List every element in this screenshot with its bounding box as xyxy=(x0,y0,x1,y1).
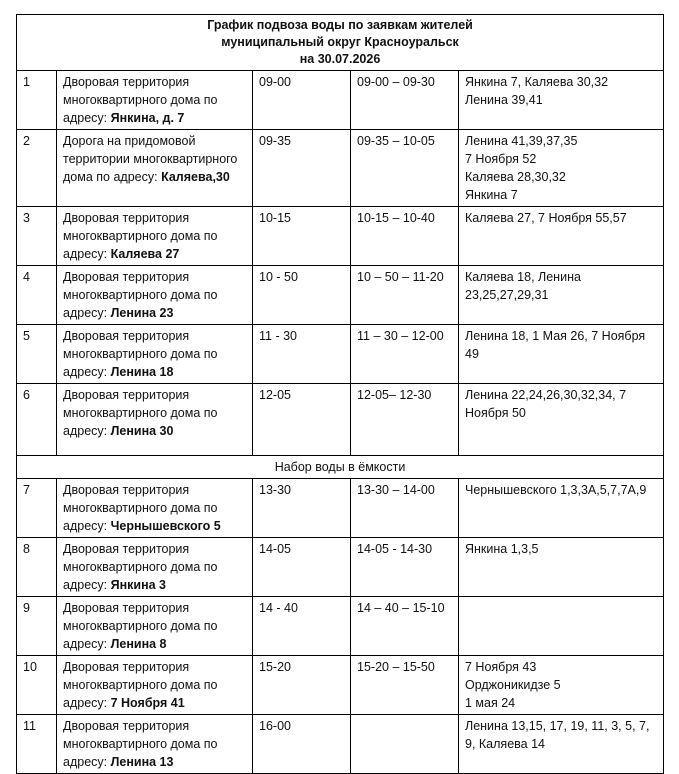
location-address: Каляева 27 xyxy=(110,247,180,261)
location-description: Дворовая территория многоквартирного дома по адресу: xyxy=(63,542,218,592)
time-interval: 10-15 – 10-40 xyxy=(351,207,459,266)
location-address: Каляева,30 xyxy=(161,170,230,184)
location-cell xyxy=(57,538,253,597)
house-list-line: Каляева 28,30,32 xyxy=(465,170,566,184)
served-houses xyxy=(459,597,664,656)
schedule-row xyxy=(17,479,664,538)
house-list-line: Ленина 22,24,26,30,32,34, 7 Ноября 50 xyxy=(465,388,627,420)
location-address: Ленина 23 xyxy=(110,306,174,320)
schedule-row xyxy=(17,266,664,325)
arrival-time: 15-20 xyxy=(253,656,351,715)
arrival-time: 16-00 xyxy=(253,715,351,774)
schedule-row xyxy=(17,597,664,656)
row-number: 7 xyxy=(17,479,57,538)
house-list-line: Каляева 18, Ленина 23,25,27,29,31 xyxy=(465,270,581,302)
served-houses xyxy=(459,325,664,384)
location-description: Дворовая территория многоквартирного дома по адресу: xyxy=(63,211,218,261)
served-houses xyxy=(459,656,664,715)
location-description: Дворовая территория многоквартирного дома по адресу: xyxy=(63,270,218,320)
schedule-title xyxy=(17,15,664,71)
arrival-time: 09-35 xyxy=(253,130,351,207)
time-interval: 12-05– 12-30 xyxy=(351,384,459,456)
served-houses xyxy=(459,479,664,538)
location-cell xyxy=(57,384,253,456)
time-interval xyxy=(351,715,459,774)
location-address: 7 Ноября 41 xyxy=(110,696,185,710)
row-number: 6 xyxy=(17,384,57,456)
house-list-line: Янкина 7, Каляева 30,32 xyxy=(465,75,609,89)
location-description: Дворовая территория многоквартирного дома по адресу: xyxy=(63,601,218,651)
location-description: Дворовая территория многоквартирного дома по адресу: xyxy=(63,483,218,533)
location-cell xyxy=(57,325,253,384)
house-list-line: Ленина 18, 1 Мая 26, 7 Ноября 49 xyxy=(465,329,646,361)
schedule-row xyxy=(17,130,664,207)
water-schedule-table xyxy=(16,14,664,774)
served-houses xyxy=(459,207,664,266)
time-interval: 14-05 - 14-30 xyxy=(351,538,459,597)
location-address: Ленина 18 xyxy=(110,365,174,379)
location-description: Дворовая территория многоквартирного дома по адресу: xyxy=(63,329,218,379)
arrival-time: 09-00 xyxy=(253,71,351,130)
schedule-row xyxy=(17,656,664,715)
house-list-line: Ленина 39,41 xyxy=(465,93,543,107)
row-number: 5 xyxy=(17,325,57,384)
location-cell xyxy=(57,715,253,774)
section-row xyxy=(17,456,664,479)
row-number: 1 xyxy=(17,71,57,130)
location-cell xyxy=(57,656,253,715)
arrival-time: 10 - 50 xyxy=(253,266,351,325)
title-line-2: муниципальный округ Красноуральск xyxy=(221,35,459,49)
location-cell xyxy=(57,266,253,325)
schedule-row xyxy=(17,384,664,456)
house-list-line: 7 Ноября 43 xyxy=(465,660,537,674)
served-houses xyxy=(459,538,664,597)
arrival-time: 14-05 xyxy=(253,538,351,597)
location-address: Чернышевского 5 xyxy=(110,519,221,533)
time-interval: 09-00 – 09-30 xyxy=(351,71,459,130)
location-address: Ленина 8 xyxy=(110,637,167,651)
schedule-row xyxy=(17,538,664,597)
location-address: Янкина 3 xyxy=(110,578,167,592)
location-description: Дворовая территория многоквартирного дома по адресу: xyxy=(63,719,218,769)
location-cell xyxy=(57,207,253,266)
time-interval: 10 – 50 – 11-20 xyxy=(351,266,459,325)
schedule-row xyxy=(17,71,664,130)
arrival-time: 12-05 xyxy=(253,384,351,456)
location-cell xyxy=(57,130,253,207)
time-interval: 13-30 – 14-00 xyxy=(351,479,459,538)
location-description: Дорога на придомовой территории многоквартирного дома по адресу: xyxy=(63,134,238,184)
served-houses xyxy=(459,715,664,774)
house-list-line: 1 мая 24 xyxy=(465,696,516,710)
location-description: Дворовая территория многоквартирного дома по адресу: xyxy=(63,388,218,438)
location-address: Ленина 13 xyxy=(110,755,174,769)
row-number: 2 xyxy=(17,130,57,207)
location-address: Ленина 30 xyxy=(110,424,174,438)
served-houses xyxy=(459,71,664,130)
location-address: Янкина, д. 7 xyxy=(110,111,185,125)
house-list-line: Ленина 41,39,37,35 xyxy=(465,134,578,148)
house-list-line: 7 Ноября 52 xyxy=(465,152,537,166)
row-number: 8 xyxy=(17,538,57,597)
row-number: 9 xyxy=(17,597,57,656)
row-number: 3 xyxy=(17,207,57,266)
row-number: 4 xyxy=(17,266,57,325)
house-list-line: Орджоникидзе 5 xyxy=(465,678,561,692)
location-description: Дворовая территория многоквартирного дома по адресу: xyxy=(63,75,218,125)
served-houses xyxy=(459,384,664,456)
house-list-line: Янкина 7 xyxy=(465,188,518,202)
arrival-time: 13-30 xyxy=(253,479,351,538)
schedule-row xyxy=(17,715,664,774)
location-cell xyxy=(57,597,253,656)
arrival-time: 10-15 xyxy=(253,207,351,266)
time-interval: 15-20 – 15-50 xyxy=(351,656,459,715)
served-houses xyxy=(459,130,664,207)
time-interval: 09-35 – 10-05 xyxy=(351,130,459,207)
location-description: Дворовая территория многоквартирного дома по адресу: xyxy=(63,660,218,710)
schedule-row xyxy=(17,207,664,266)
location-cell xyxy=(57,71,253,130)
served-houses xyxy=(459,266,664,325)
title-row xyxy=(17,15,664,71)
section-label: Набор воды в ёмкости xyxy=(17,456,664,479)
arrival-time: 14 - 40 xyxy=(253,597,351,656)
location-cell xyxy=(57,479,253,538)
house-list-line: Янкина 1,3,5 xyxy=(465,542,539,556)
row-number: 11 xyxy=(17,715,57,774)
time-interval: 11 – 30 – 12-00 xyxy=(351,325,459,384)
house-list-line: Чернышевского 1,3,3А,5,7,7А,9 xyxy=(465,483,647,497)
title-line-3: на 30.07.2026 xyxy=(299,52,381,66)
title-line-1: График подвоза воды по заявкам жителей xyxy=(207,18,473,32)
house-list-line: Каляева 27, 7 Ноября 55,57 xyxy=(465,211,627,225)
schedule-row xyxy=(17,325,664,384)
time-interval: 14 – 40 – 15-10 xyxy=(351,597,459,656)
house-list-line: Ленина 13,15, 17, 19, 11, 3, 5, 7, 9, Каляева 14 xyxy=(465,719,650,751)
arrival-time: 11 - 30 xyxy=(253,325,351,384)
row-number: 10 xyxy=(17,656,57,715)
